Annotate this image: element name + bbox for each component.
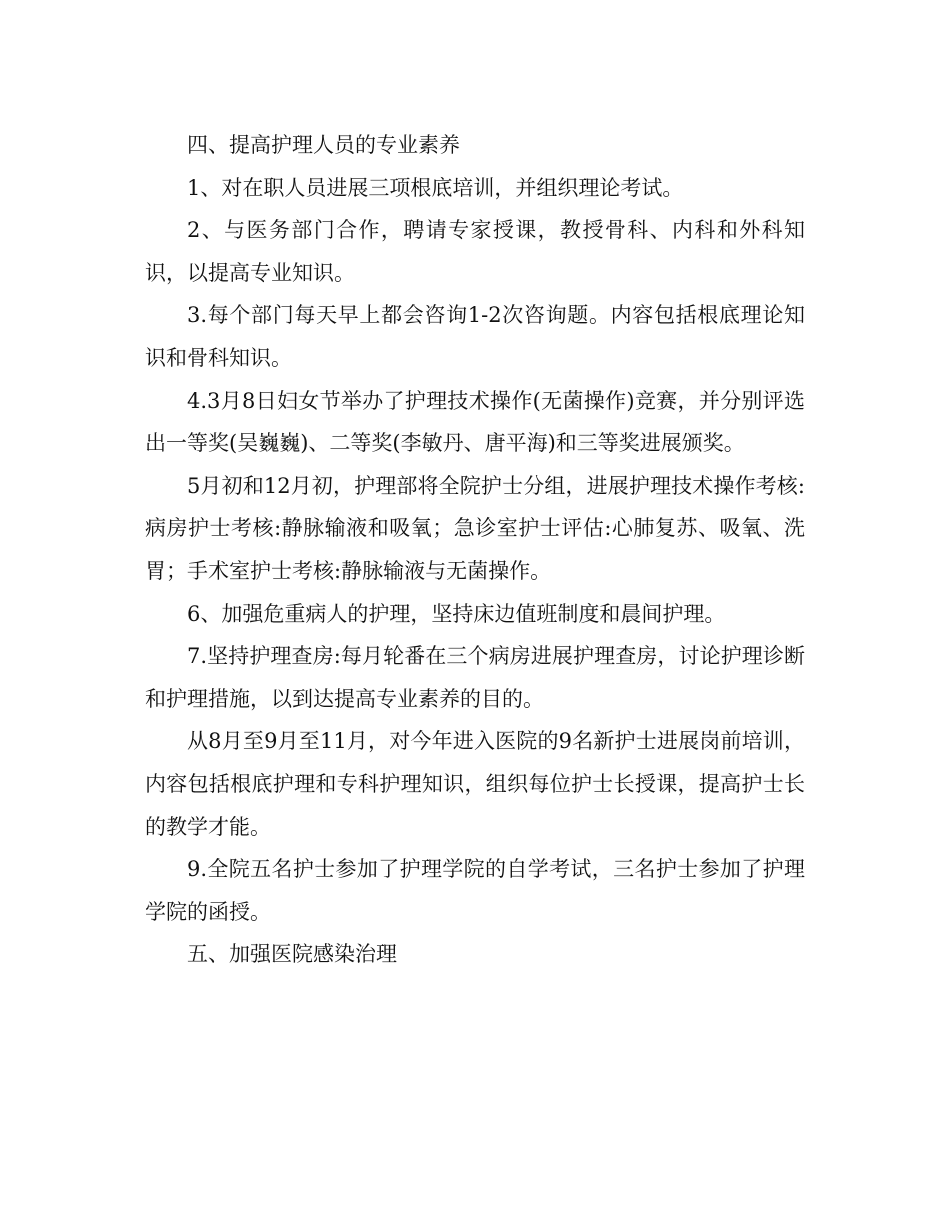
- section-heading-professional-quality: 四、提高护理人员的专业素养: [187, 133, 460, 157]
- paragraph-item-3: 3.每个部门每天早上都会咨询1-2次咨询题。内容包括根底理论知识和骨科知识。: [145, 303, 805, 370]
- paragraph-item-9: 9.全院五名护士参加了护理学院的自学考试，三名护士参加了护理学院的函授。: [145, 857, 805, 924]
- paragraph-item-7: 7.坚持护理查房:每月轮番在三个病房进展护理查房，讨论护理诊断和护理措施，以到达提高专业素养的目的。: [145, 644, 805, 711]
- section-heading-infection-control: 五、加强医院感染治理: [187, 942, 397, 967]
- paragraph-item-6: 6、加强危重病人的护理，坚持床边值班制度和晨间护理。: [187, 601, 726, 626]
- paragraph-item-5: 5月初和12月初，护理部将全院护士分组，进展护理技术操作考核:病房护士考核:静脉输液和吸氧；急诊室护士评估:心肺复苏、吸氧、洗胃；手术室护士考核:静脉输液与无菌操作。: [145, 473, 805, 583]
- document-body: [145, 124, 805, 976]
- paragraph-item-2: 2、与医务部门合作，聘请专家授课，教授骨科、内科和外科知识，以提高专业知识。: [145, 218, 805, 285]
- paragraph-item-8: 从8月至9月至11月，对今年进入医院的9名新护士进展岗前培训，内容包括根底护理和专科护理知识，组织每位护士长授课，提高护士长的教学才能。: [145, 729, 805, 839]
- paragraph-item-1: 1、对在职人员进展三项根底培训，并组织理论考试。: [187, 175, 684, 200]
- paragraph-item-4: 4.3月8日妇女节举办了护理技术操作(无菌操作)竞赛，并分别评选出一等奖(吴巍巍)、二等奖(李敏丹、唐平海)和三等奖进展颁奖。: [145, 388, 805, 456]
